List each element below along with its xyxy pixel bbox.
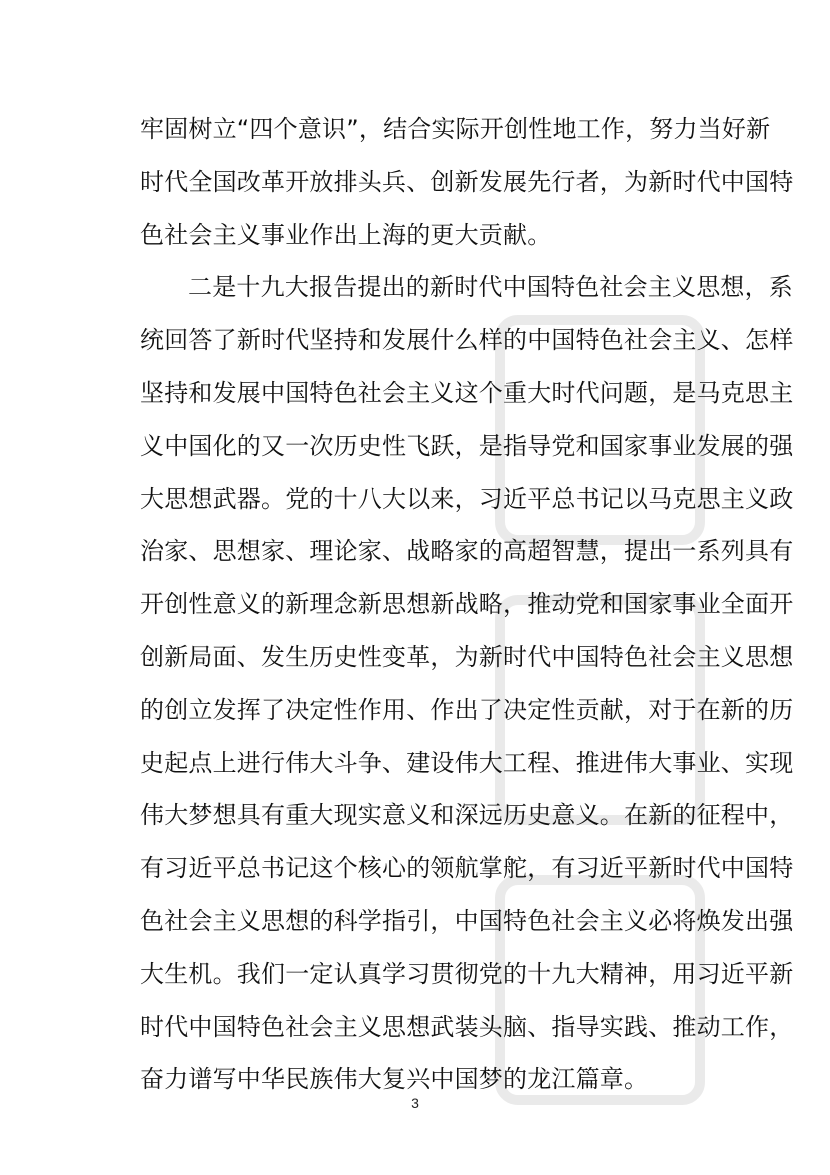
text-line: 时代中国特色社会主义思想武装头脑、指导实践、推动工作，: [140, 1012, 794, 1041]
text-line: 大思想武器。党的十八大以来，习近平总书记以马克思主义政: [140, 484, 794, 513]
text-line: 开创性意义的新理念新思想新战略，推动党和国家事业全面开: [140, 590, 794, 619]
body-text: [140, 103, 794, 1106]
text-line: 坚持和发展中国特色社会主义这个重大时代问题，是马克思主: [140, 378, 794, 407]
text-line: 义中国化的又一次历史性飞跃，是指导党和国家事业发展的强: [140, 431, 794, 460]
text-line: 牢固树立“四个意识”，结合实际开创性地工作，努力当好新: [140, 115, 771, 143]
text-line: 史起点上进行伟大斗争、建设伟大工程、推进伟大事业、实现: [140, 748, 794, 777]
text-line: 时代全国改革开放排头兵、创新发展先行者，为新时代中国特: [140, 167, 794, 196]
text-line: 色社会主义事业作出上海的更大贡献。: [140, 220, 552, 249]
text-line: 的创立发挥了决定性作用、作出了决定性贡献，对于在新的历: [140, 695, 794, 724]
text-line: 创新局面、发生历史性变革，为新时代中国特色社会主义思想: [140, 642, 794, 671]
text-line: 统回答了新时代坚持和发展什么样的中国特色社会主义、怎样: [140, 326, 794, 355]
text-line: 色社会主义思想的科学指引，中国特色社会主义必将焕发出强: [140, 906, 794, 935]
paragraph-start-line: 二是十九大报告提出的新时代中国特色社会主义思想，系: [188, 273, 793, 302]
text-line: 大生机。我们一定认真学习贯彻党的十九大精神，用习近平新: [140, 959, 794, 988]
page-number: 3: [411, 1095, 419, 1111]
text-line: 伟大梦想具有重大现实意义和深远历史意义。在新的征程中，: [140, 801, 794, 830]
text-line: 有习近平总书记这个核心的领航掌舵，有习近平新时代中国特: [140, 854, 794, 883]
text-line: 治家、思想家、理论家、战略家的高超智慧，提出一系列具有: [140, 537, 794, 566]
text-line: 奋力谱写中华民族伟大复兴中国梦的龙江篇章。: [140, 1065, 649, 1094]
